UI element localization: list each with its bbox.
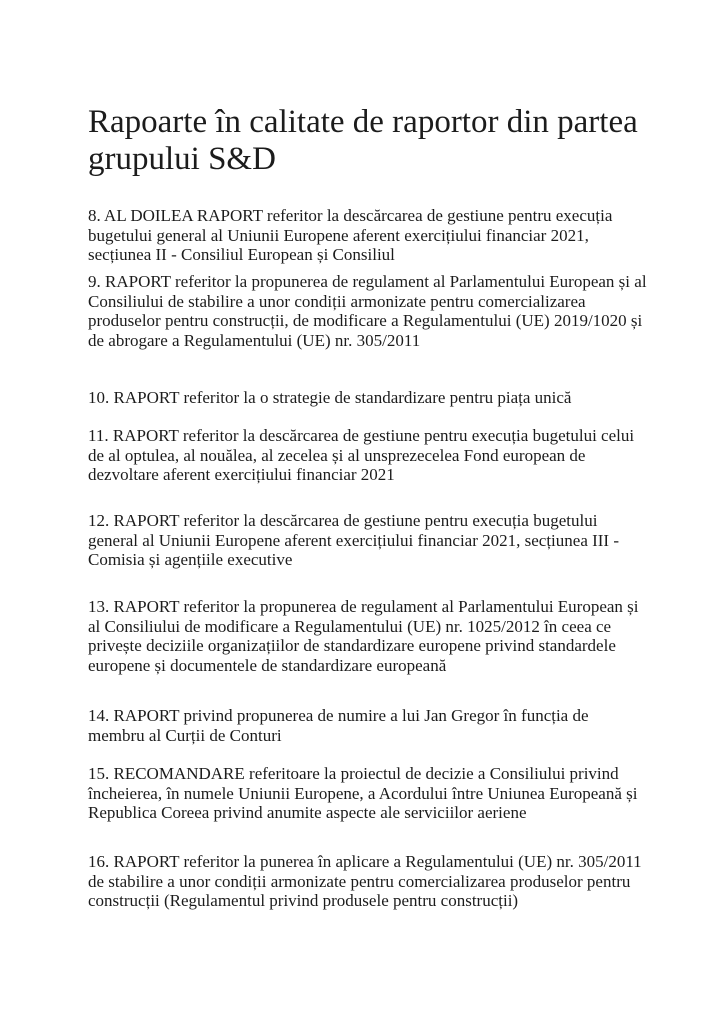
report-item-14: 14. RAPORT privind propunerea de numire a lui Jan Gregor în funcția de membru al Curții de Conturi [88, 706, 589, 745]
report-item-13: 13. RAPORT referitor la propunerea de regulament al Parlamentului European și al Consiliului de modificare a Regulamentului (UE) nr. 1025/2012 în ceea ce privește deciziile organizațiilor de standardizare europene privind standardele europene și documentele de standardizare europeană [88, 597, 639, 675]
page-title: Rapoarte în calitate de raportor din partea grupului S&D [88, 104, 638, 177]
report-item-16: 16. RAPORT referitor la punerea în aplicare a Regulamentului (UE) nr. 305/2011 de stabilire a unor condiții armonizate pentru comercializarea produselor pentru construcții (Regulamentul privind produsele pentru construcții) [88, 852, 642, 911]
report-item-9: 9. RAPORT referitor la propunerea de regulament al Parlamentului European și al Consiliului de stabilire a unor condiții armonizate pentru comercializarea produselor pentru construcții, de modificare a Regulamentului (UE) 2019/1020 și de abrogare a Regulamentului (UE) nr. 305/2011 [88, 272, 647, 350]
report-item-11: 11. RAPORT referitor la descărcarea de gestiune pentru execuția bugetului celui de al optulea, al nouălea, al zecelea și al unsprezecelea Fond european de dezvoltare aferent exercițiului financiar 2021 [88, 426, 635, 485]
report-item-12: 12. RAPORT referitor la descărcarea de gestiune pentru execuția bugetului general al Uniunii Europene aferent exercițiului financiar 2021, secțiunea III - Comisia și agențiile executive [88, 511, 620, 570]
report-item-15: 15. RECOMANDARE referitoare la proiectul de decizie a Consiliului privind încheierea, în numele Uniunii Europene, a Acordului între Uniunea Europeană și Republica Coreea privind anumite aspecte ale serviciilor aeriene [88, 764, 638, 823]
report-item-8: 8. AL DOILEA RAPORT referitor la descărcarea de gestiune pentru execuția bugetului general al Uniunii Europene aferent exercițiului financiar 2021, secțiunea II - Consiliul European și Consiliul [88, 206, 613, 265]
report-item-10: 10. RAPORT referitor la o strategie de standardizare pentru piața unică [88, 388, 572, 407]
